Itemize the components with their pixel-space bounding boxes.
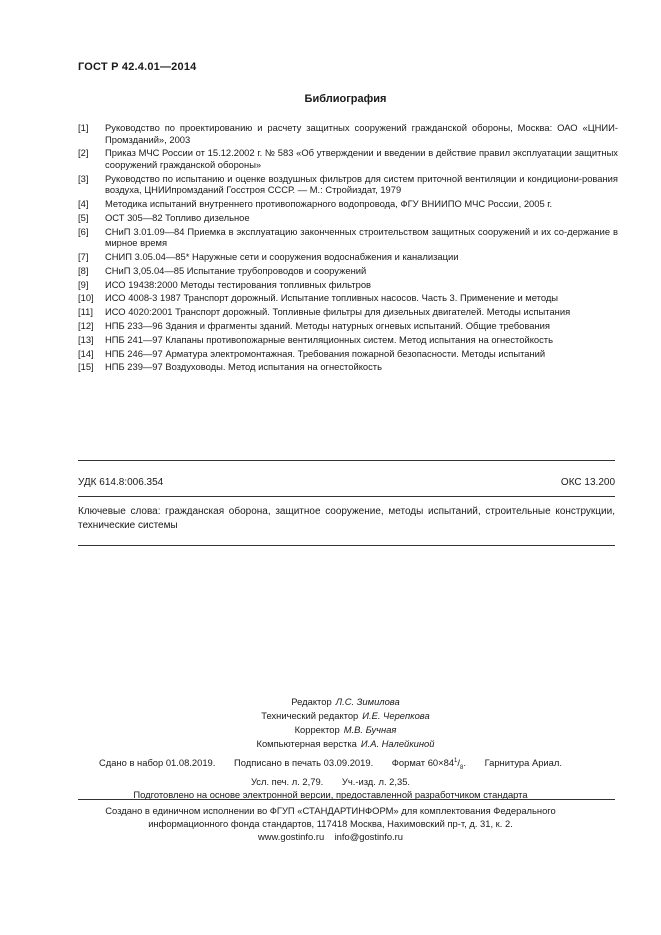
bibliography-item-text: НПБ 246—97 Арматура электромонтажная. Требования пожарной безопасности. Методы испытаний [105,347,546,359]
bibliography-item-text: ОСТ 305—82 Топливо дизельное [105,211,250,223]
bibliography-item-number: [1] [78,122,89,133]
document-code: ГОСТ Р 42.4.01—2014 [78,61,197,73]
paper-format: Формат $60\times 84^1/_8$. [391,757,466,771]
bibliography-item-text: Руководство по испытанию и оценке воздушных фильтров для систем приточной вентиляции и кондициони-рования воздуха, ЦНИИпромзданий Госстроя СССР. — М.: Стройиздат, 1979 [105,172,618,196]
bibliography-item-number: [2] [78,147,89,159]
udc-code: УДК 614.8:006.354 [78,477,164,488]
print-info-row-2 [0,775,661,788]
footer-links [0,830,661,843]
divider-top [78,460,615,461]
format-sub: 8 [460,765,464,771]
credit-row-tech-editor [0,709,661,723]
credit-role: Компьютерная верстка [256,738,357,749]
bibliography-item [78,361,618,373]
submitted-date: Сдано в набор 01.08.2019. [99,757,216,769]
bibliography-item-number: [10] [78,292,94,304]
bibliography-item [78,173,618,196]
bibliography-item-number: [14] [78,347,94,359]
bibliography-item-text: Руководство по проектированию и расчету защитных сооружений гражданской обороны, Москва: ОАО «ЦНИИ-Промзданий», 2003 [105,122,618,145]
bibliography-item-text: Методика испытаний внутреннего противопожарного водопровода, ФГУ ВНИИПО МЧС России, 2005 г. [105,198,553,210]
footer-line-1: Создано в единичном исполнении во ФГУП «СТАНДАРТИНФОРМ» для комплектования Федерального [105,805,556,816]
format-sup: 1 [454,758,458,764]
credit-role: Технический редактор [261,710,359,721]
typeface: Гарнитура Ариал. [484,757,562,769]
bibliography-item-number: [6] [78,225,89,237]
credit-name: М.В. Бучная [343,724,397,735]
bibliography-item-text: ИСО 4020:2001 Транспорт дорожный. Топливные фильтры для дизельных двигателей. Методы испытания [105,306,571,318]
bibliography-item [78,292,618,304]
keywords: Ключевые слова: гражданская оборона, защитное сооружение, методы испытаний, строительные конструкции, технические системы [78,506,615,531]
oks-code: ОКС 13.200 [560,477,615,488]
bibliography-item [78,306,618,318]
bibliography-item-text: СНиП 3.01.09—84 Приемка в эксплуатацию законченных строительством защитных сооружений и их со-держание в мирное время [105,225,618,249]
divider-footer [78,799,615,800]
bibliography-item-number: [12] [78,319,94,331]
bibliography-item [78,265,618,277]
bibliography-item [78,122,618,145]
bibliography-item [78,279,618,291]
bibliography-item [78,320,618,332]
bibliography-item-text: НПБ 233—96 Здания и фрагменты зданий. Методы натурных огневых испытаний. Общие требования [105,319,550,331]
bibliography-item-number: [7] [78,251,89,263]
credits-block [0,695,661,751]
bibliography-item-text: Приказ МЧС России от 15.12.2002 г. № 583 «Об утверждении и введении в действие правил эксплуатации защитных сооружений гражданской обороны» [105,147,618,170]
bibliography-item-number: [15] [78,361,94,373]
credit-name: И.Е. Черепкова [362,710,430,721]
bibliography-item [78,334,618,346]
bibliography-item [78,226,618,249]
credit-role: Редактор [291,696,332,707]
credit-role: Корректор [294,724,340,735]
bibliography-item [78,198,618,210]
bibliography-item [78,251,618,263]
bibliography-item-text: ИСО 4008-3 1987 Транспорт дорожный. Испытание топливных насосов. Часть 3. Применение и методы [105,292,559,304]
divider-middle [78,496,615,497]
site-link[interactable]: www.gostinfo.ru [257,831,325,842]
footer-line-2: информационного фонда стандартов, 117418 Москва, Нахимовский пр-т, д. 31, к. 2. [148,818,513,829]
print-info-row-1 [0,755,661,775]
bibliography-item-number: [5] [78,211,89,223]
bibliography-title: Библиография [304,93,387,105]
bibliography-item-number: [3] [78,172,89,184]
print-info [0,755,661,801]
bibliography-item-text: ИСО 19438:2000 Методы тестирования топливных фильтров [105,278,372,290]
signed-date: Подписано в печать 03.09.2019. [233,757,374,769]
bibliography-item-number: [4] [78,198,89,210]
footer [0,804,661,843]
bibliography-item-number: [13] [78,333,94,345]
bibliography-item [78,147,618,170]
bibliography-item-number: [9] [78,278,89,290]
bibliography-list [78,122,618,375]
credit-name: И.А. Налейкиной [360,738,435,749]
credit-row-editor [0,695,661,709]
bibliography-item-text: НПБ 241—97 Клапаны противопожарные вентиляционных систем. Метод испытания на огнестойкость [105,333,553,345]
bibliography-item [78,212,618,224]
bibliography-item-text: СНиП 3,05.04—85 Испытание трубопроводов и сооружений [105,264,367,276]
credit-name: Л.С. Зимилова [335,696,400,707]
bibliography-item-text: НПБ 239—97 Воздуховоды. Метод испытания на огнестойкость [105,361,382,373]
bibliography-item [78,348,618,360]
format-prefix: Формат 60×84 [391,757,455,769]
bibliography-item-number: [11] [78,306,93,318]
credit-row-layout [0,737,661,751]
bibliography-item-text: СНИП 3.05.04—85* Наружные сети и сооружения водоснабжения и канализации [105,251,459,263]
prepared-note: Подготовлено на основе электронной версии, предоставленной разработчиком стандарта [133,789,528,800]
bibliography-item-number: [8] [78,264,89,276]
publisher-sheets: Уч.-изд. л. 2,35. [341,776,411,787]
printed-sheets: Усл. печ. л. 2,79. [250,776,324,787]
credit-row-corrector [0,723,661,737]
divider-bottom [78,545,615,546]
email-link[interactable]: info@gostinfo.ru [334,831,404,842]
